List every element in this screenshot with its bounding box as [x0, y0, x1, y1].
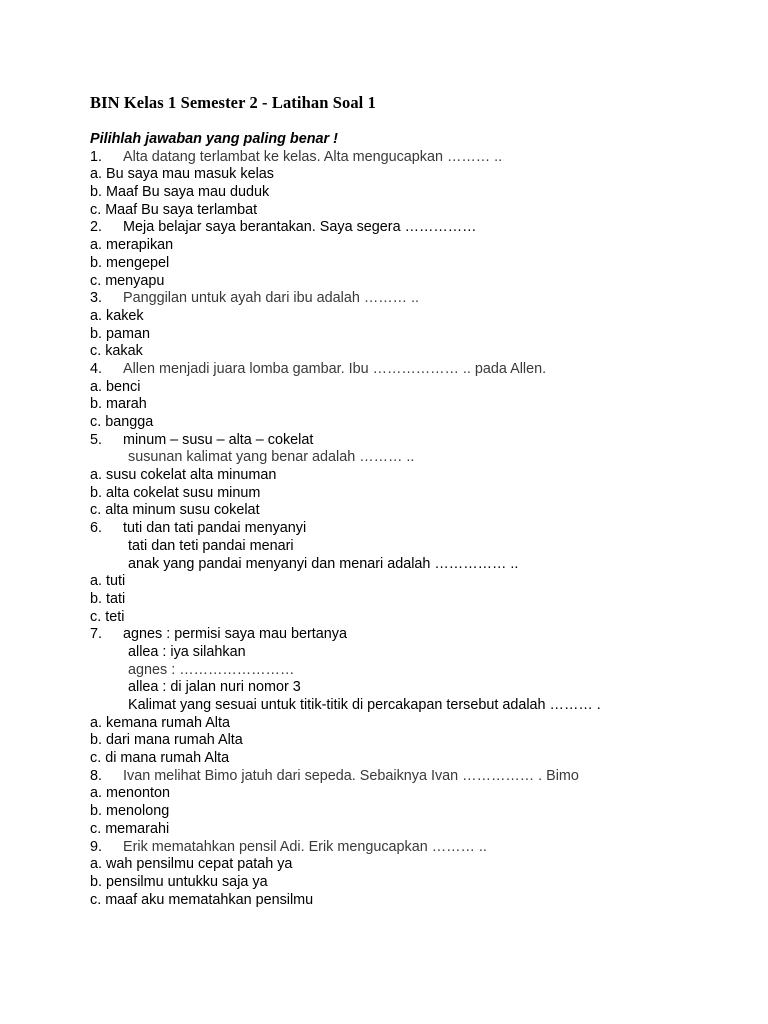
question-1	[90, 149, 730, 167]
option: a. menonton	[90, 785, 171, 802]
question-number: 4.	[90, 360, 103, 377]
option: c. di mana rumah Alta	[90, 750, 230, 767]
question-9	[90, 839, 730, 857]
question-number: 7.	[90, 626, 103, 643]
question-subline: allea : di jalan nuri nomor 3	[128, 679, 301, 696]
question-6	[90, 520, 730, 538]
option: c. memarahi	[90, 820, 170, 837]
option: b. menolong	[90, 803, 170, 820]
question-2	[90, 219, 730, 237]
option: b. marah	[90, 396, 147, 413]
option: c. teti	[90, 608, 125, 625]
question-subline: allea : iya silahkan	[128, 643, 246, 660]
option: b. Maaf Bu saya mau duduk	[90, 184, 270, 201]
question-text: Allen menjadi juara lomba gambar. Ibu ……………… .. pada Allen.	[123, 360, 547, 377]
option: c. Maaf Bu saya terlambat	[90, 201, 258, 218]
option: a. kakek	[90, 307, 144, 324]
question-number: 8.	[90, 767, 103, 784]
question-number: 5.	[90, 431, 103, 448]
question-7	[90, 626, 730, 644]
question-number: 3.	[90, 290, 103, 307]
question-text: Panggilan untuk ayah dari ibu adalah ……… ..	[123, 290, 419, 307]
question-subline: agnes : ……………………	[128, 661, 295, 678]
option: c. kakak	[90, 343, 143, 360]
option: a. merapikan	[90, 237, 174, 254]
option: a. susu cokelat alta minuman	[90, 467, 277, 484]
question-text: Erik mematahkan pensil Adi. Erik mengucapkan ……… ..	[123, 838, 487, 855]
option: a. tuti	[90, 573, 126, 590]
option: a. Bu saya mau masuk kelas	[90, 166, 274, 183]
question-list	[90, 131, 730, 909]
option: b. alta cokelat susu minum	[90, 484, 261, 501]
option: b. tati	[90, 590, 126, 607]
option: c. alta minum susu cokelat	[90, 502, 260, 519]
question-3	[90, 290, 730, 308]
instruction-text: Pilihlah jawaban yang paling benar !	[90, 131, 338, 147]
document-title: BIN Kelas 1 Semester 2 - Latihan Soal 1	[90, 93, 376, 112]
question-text: tuti dan tati pandai menyanyi	[123, 520, 307, 537]
question-text: Ivan melihat Bimo jatuh dari sepeda. Sebaiknya Ivan …………… . Bimo	[123, 767, 579, 784]
question-subline: tati dan teti pandai menari	[128, 537, 294, 554]
option: a. benci	[90, 378, 141, 395]
question-4	[90, 361, 730, 379]
question-number: 1.	[90, 148, 103, 165]
question-subline: anak yang pandai menyanyi dan menari adalah …………… ..	[128, 555, 519, 572]
question-number: 9.	[90, 838, 103, 855]
question-text: Meja belajar saya berantakan. Saya segera ……………	[123, 219, 477, 236]
option: b. paman	[90, 325, 151, 342]
option: b. dari mana rumah Alta	[90, 732, 243, 749]
question-number: 6.	[90, 520, 103, 537]
question-5	[90, 432, 730, 450]
question-text: agnes : permisi saya mau bertanya	[123, 626, 347, 643]
question-8	[90, 768, 730, 786]
option: a. kemana rumah Alta	[90, 714, 230, 731]
option: b. pensilmu untukku saja ya	[90, 873, 268, 890]
question-number: 2.	[90, 219, 103, 236]
option: c. menyapu	[90, 272, 165, 289]
question-text: Alta datang terlambat ke kelas. Alta mengucapkan ……… ..	[123, 148, 503, 165]
question-subline: susunan kalimat yang benar adalah ……… ..	[128, 449, 415, 466]
option: c. maaf aku mematahkan pensilmu	[90, 891, 314, 908]
question-subline: Kalimat yang sesuai untuk titik-titik di percakapan tersebut adalah ……… .	[128, 697, 601, 713]
question-text: minum – susu – alta – cokelat	[123, 431, 314, 448]
option: a. wah pensilmu cepat patah ya	[90, 856, 293, 873]
option: c. bangga	[90, 414, 154, 430]
option: b. mengepel	[90, 254, 170, 271]
